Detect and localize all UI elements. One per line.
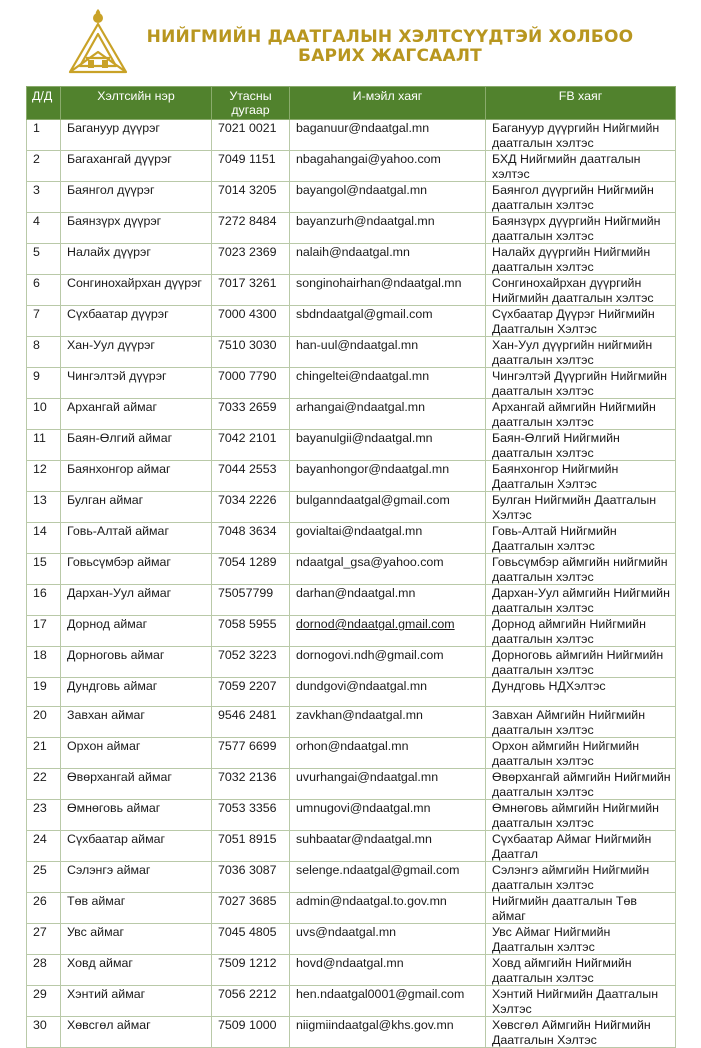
table-row	[27, 120, 676, 151]
page-header	[0, 0, 701, 86]
table-row	[27, 430, 676, 461]
table-row	[27, 738, 676, 769]
table-row	[27, 800, 676, 831]
phone-number: 7044 2553	[212, 461, 290, 492]
page-title	[140, 28, 640, 66]
department-name: Хан-Уул дүүрэг	[61, 337, 212, 368]
facebook-page: Булган Нийгмийн Даатгалын Хэлтэс	[486, 492, 676, 523]
facebook-page: Сүхбаатар Дүүрэг Нийгмийн Даатгалын Хэлтэс	[486, 306, 676, 337]
department-name: Хөвсгөл аймаг	[61, 1017, 212, 1048]
email-link[interactable]: umnugovi@ndaatgal.mn	[290, 800, 486, 831]
email-link[interactable]: bayanzurh@ndaatgal.mn	[290, 213, 486, 244]
department-name: Багахангай дүүрэг	[61, 151, 212, 182]
row-number: 27	[27, 924, 61, 955]
facebook-page: Хэнтий Нийгмийн Даатгалын Хэлтэс	[486, 986, 676, 1017]
phone-number: 7051 8915	[212, 831, 290, 862]
email-link[interactable]: arhangai@ndaatgal.mn	[290, 399, 486, 430]
emblem-icon	[64, 8, 132, 78]
email-link[interactable]: niigmiindaatgal@khs.gov.mn	[290, 1017, 486, 1048]
column-header-number: Д/Д	[27, 87, 61, 120]
department-name: Сүхбаатар дүүрэг	[61, 306, 212, 337]
department-name: Хэнтий аймаг	[61, 986, 212, 1017]
department-name: Говьсүмбэр аймаг	[61, 554, 212, 585]
table-row	[27, 554, 676, 585]
department-name: Дорноговь аймаг	[61, 647, 212, 678]
email-link[interactable]: nalaih@ndaatgal.mn	[290, 244, 486, 275]
column-header-department: Хэлтсийн нэр	[61, 87, 212, 120]
phone-number: 9546 2481	[212, 707, 290, 738]
email-link[interactable]: uvs@ndaatgal.mn	[290, 924, 486, 955]
department-name: Сэлэнгэ аймаг	[61, 862, 212, 893]
email-link[interactable]: admin@ndaatgal.to.gov.mn	[290, 893, 486, 924]
email-link[interactable]: ndaatgal_gsa@yahoo.com	[290, 554, 486, 585]
email-link[interactable]: govialtai@ndaatgal.mn	[290, 523, 486, 554]
phone-number: 7045 4805	[212, 924, 290, 955]
facebook-page: Баянхонгор Нийгмийн Даатгалын Хэлтэс	[486, 461, 676, 492]
table-row	[27, 182, 676, 213]
phone-number: 7023 2369	[212, 244, 290, 275]
row-number: 17	[27, 616, 61, 647]
row-number: 24	[27, 831, 61, 862]
department-name: Баянхонгор аймаг	[61, 461, 212, 492]
row-number: 10	[27, 399, 61, 430]
phone-number: 7509 1000	[212, 1017, 290, 1048]
facebook-page: Орхон аймгийн Нийгмийн даатгалын хэлтэс	[486, 738, 676, 769]
department-name: Говь-Алтай аймаг	[61, 523, 212, 554]
facebook-page: Увс Аймаг Нийгмийн Даатгалын хэлтэс	[486, 924, 676, 955]
row-number: 23	[27, 800, 61, 831]
facebook-page: Налайх дүүргийн Нийгмийн даатгалын хэлтэс	[486, 244, 676, 275]
email-link[interactable]: songinohairhan@ndaatgal.mn	[290, 275, 486, 306]
email-link[interactable]: bayangol@ndaatgal.mn	[290, 182, 486, 213]
table-row	[27, 986, 676, 1017]
phone-number: 7272 8484	[212, 213, 290, 244]
table-row	[27, 399, 676, 430]
table-row	[27, 769, 676, 800]
department-name: Дундговь аймаг	[61, 678, 212, 707]
email-link[interactable]: dornogovi.ndh@gmail.com	[290, 647, 486, 678]
facebook-page: БХД Нийгмийн даатгалын хэлтэс	[486, 151, 676, 182]
table-row	[27, 523, 676, 554]
table-row	[27, 306, 676, 337]
facebook-page: Завхан Аймгийн Нийгмийн даатгалын хэлтэс	[486, 707, 676, 738]
facebook-page: Багануур дүүргийн Нийгмийн даатгалын хэлтэс	[486, 120, 676, 151]
phone-number: 7000 4300	[212, 306, 290, 337]
column-header-email: И-мэйл хаяг	[290, 87, 486, 120]
row-number: 11	[27, 430, 61, 461]
department-name: Орхон аймаг	[61, 738, 212, 769]
row-number: 2	[27, 151, 61, 182]
title-line-1: НИЙГМИЙН ДААТГАЛЫН ХЭЛТСҮҮДТЭЙ ХОЛБОО	[146, 27, 634, 47]
department-name: Увс аймаг	[61, 924, 212, 955]
phone-number: 7056 2212	[212, 986, 290, 1017]
table-row	[27, 337, 676, 368]
facebook-page: Баянзүрх дүүргийн Нийгмийн даатгалын хэлтэс	[486, 213, 676, 244]
row-number: 20	[27, 707, 61, 738]
row-number: 13	[27, 492, 61, 523]
facebook-page: Ховд аймгийн Нийгмийн даатгалын хэлтэс	[486, 955, 676, 986]
email-link[interactable]: dundgovi@ndaatgal.mn	[290, 678, 486, 707]
phone-number: 7510 3030	[212, 337, 290, 368]
email-link[interactable]: hen.ndaatgal0001@gmail.com	[290, 986, 486, 1017]
facebook-page: Чингэлтэй Дүүргийн Нийгмийн даатгалын хэлтэс	[486, 368, 676, 399]
phone-number: 7033 2659	[212, 399, 290, 430]
phone-number: 7577 6699	[212, 738, 290, 769]
row-number: 25	[27, 862, 61, 893]
row-number: 21	[27, 738, 61, 769]
table-row	[27, 955, 676, 986]
phone-number: 7000 7790	[212, 368, 290, 399]
email-link[interactable]: selenge.ndaatgal@gmail.com	[290, 862, 486, 893]
department-name: Сүхбаатар аймаг	[61, 831, 212, 862]
table-row	[27, 275, 676, 306]
email-link[interactable]: darhan@ndaatgal.mn	[290, 585, 486, 616]
email-link[interactable]: hovd@ndaatgal.mn	[290, 955, 486, 986]
department-name: Баянгол дүүрэг	[61, 182, 212, 213]
phone-number: 7049 1151	[212, 151, 290, 182]
department-name: Багануур дүүрэг	[61, 120, 212, 151]
facebook-page: Нийгмийн даатгалын Төв аймаг	[486, 893, 676, 924]
email-link[interactable]: bayanhongor@ndaatgal.mn	[290, 461, 486, 492]
row-number: 8	[27, 337, 61, 368]
facebook-page: Хан-Уул дүүргийн нийгмийн даатгалын хэлтэс	[486, 337, 676, 368]
department-name: Булган аймаг	[61, 492, 212, 523]
phone-number: 7059 2207	[212, 678, 290, 707]
department-name: Баян-Өлгий аймаг	[61, 430, 212, 461]
table-row	[27, 151, 676, 182]
table-row	[27, 585, 676, 616]
department-name: Төв аймаг	[61, 893, 212, 924]
facebook-page: Өмнөговь аймгийн Нийгмийн даатгалын хэлтэс	[486, 800, 676, 831]
row-number: 14	[27, 523, 61, 554]
department-name: Ховд аймаг	[61, 955, 212, 986]
row-number: 9	[27, 368, 61, 399]
email-link[interactable]: suhbaatar@ndaatgal.mn	[290, 831, 486, 862]
facebook-page: Архангай аймгийн Нийгмийн даатгалын хэлтэс	[486, 399, 676, 430]
email-link[interactable]: orhon@ndaatgal.mn	[290, 738, 486, 769]
row-number: 4	[27, 213, 61, 244]
email-link[interactable]: baganuur@ndaatgal.mn	[290, 120, 486, 151]
column-header-facebook: FB хаяг	[486, 87, 676, 120]
table-row	[27, 492, 676, 523]
department-name: Өмнөговь аймаг	[61, 800, 212, 831]
table-row	[27, 213, 676, 244]
table-row	[27, 678, 676, 707]
facebook-page: Дорнод аймгийн Нийгмийн даатгалын хэлтэс	[486, 616, 676, 647]
facebook-page: Сонгинохайрхан дүүргийн Нийгмийн даатгалын хэлтэс	[486, 275, 676, 306]
facebook-page: Говьсүмбэр аймгийн нийгмийн даатгалын хэлтэс	[486, 554, 676, 585]
phone-number: 7032 2136	[212, 769, 290, 800]
phone-number: 75057799	[212, 585, 290, 616]
table-row	[27, 893, 676, 924]
table-row	[27, 924, 676, 955]
facebook-page: Сүхбаатар Аймаг Нийгмийн Даатгал	[486, 831, 676, 862]
row-number: 6	[27, 275, 61, 306]
email-link[interactable]: dornod@ndaatgal.gmail.com	[290, 616, 486, 647]
department-name: Баянзүрх дүүрэг	[61, 213, 212, 244]
phone-number: 7017 3261	[212, 275, 290, 306]
row-number: 12	[27, 461, 61, 492]
email-link[interactable]: chingeltei@ndaatgal.mn	[290, 368, 486, 399]
row-number: 29	[27, 986, 61, 1017]
email-link[interactable]: bayanulgii@ndaatgal.mn	[290, 430, 486, 461]
department-name: Дорнод аймаг	[61, 616, 212, 647]
table-row	[27, 647, 676, 678]
facebook-page: Дархан-Уул аймгийн Нийгмийн даатгалын хэлтэс	[486, 585, 676, 616]
facebook-page: Говь-Алтай Нийгмийн Даатгалын хэлтэс	[486, 523, 676, 554]
row-number: 15	[27, 554, 61, 585]
row-number: 26	[27, 893, 61, 924]
phone-number: 7048 3634	[212, 523, 290, 554]
table-row	[27, 707, 676, 738]
table-row	[27, 831, 676, 862]
row-number: 5	[27, 244, 61, 275]
department-name: Налайх дүүрэг	[61, 244, 212, 275]
table-header-row	[27, 87, 676, 120]
row-number: 1	[27, 120, 61, 151]
title-line-2: БАРИХ ЖАГСААЛТ	[298, 46, 482, 66]
phone-number: 7036 3087	[212, 862, 290, 893]
table-row	[27, 1017, 676, 1048]
facebook-page: Өвөрхангай аймгийн Нийгмийн даатгалын хэлтэс	[486, 769, 676, 800]
facebook-page: Баян-Өлгий Нийгмийн даатгалын хэлтэс	[486, 430, 676, 461]
department-name: Чингэлтэй дүүрэг	[61, 368, 212, 399]
row-number: 19	[27, 678, 61, 707]
row-number: 7	[27, 306, 61, 337]
table-row	[27, 616, 676, 647]
department-name: Өвөрхангай аймаг	[61, 769, 212, 800]
phone-number: 7042 2101	[212, 430, 290, 461]
phone-number: 7052 3223	[212, 647, 290, 678]
phone-number: 7027 3685	[212, 893, 290, 924]
phone-number: 7054 1289	[212, 554, 290, 585]
department-name: Завхан аймаг	[61, 707, 212, 738]
facebook-page: Сэлэнгэ аймгийн Нийгмийн даатгалын хэлтэс	[486, 862, 676, 893]
facebook-page: Дорноговь аймгийн Нийгмийн даатгалын хэлтэс	[486, 647, 676, 678]
row-number: 30	[27, 1017, 61, 1048]
row-number: 28	[27, 955, 61, 986]
email-link[interactable]: sbdndaatgal@gmail.com	[290, 306, 486, 337]
table-row	[27, 368, 676, 399]
email-link[interactable]: zavkhan@ndaatgal.mn	[290, 707, 486, 738]
facebook-page: Баянгол дүүргийн Нийгмийн даатгалын хэлтэс	[486, 182, 676, 213]
phone-number: 7021 0021	[212, 120, 290, 151]
phone-number: 7509 1212	[212, 955, 290, 986]
facebook-page: Хөвсгөл Аймгийн Нийгмийн Даатгалын Хэлтэс	[486, 1017, 676, 1048]
phone-number: 7058 5955	[212, 616, 290, 647]
email-link[interactable]: han-uul@ndaatgal.mn	[290, 337, 486, 368]
email-link[interactable]: nbagahangai@yahoo.com	[290, 151, 486, 182]
row-number: 16	[27, 585, 61, 616]
department-name: Архангай аймаг	[61, 399, 212, 430]
facebook-page: Дундговь НДХэлтэс	[486, 678, 676, 707]
phone-number: 7014 3205	[212, 182, 290, 213]
row-number: 3	[27, 182, 61, 213]
email-link[interactable]: uvurhangai@ndaatgal.mn	[290, 769, 486, 800]
phone-number: 7053 3356	[212, 800, 290, 831]
row-number: 18	[27, 647, 61, 678]
department-name: Дархан-Уул аймаг	[61, 585, 212, 616]
department-name: Сонгинохайрхан дүүрэг	[61, 275, 212, 306]
column-header-phone: Утасны дугаар	[212, 87, 290, 120]
table-row	[27, 244, 676, 275]
contacts-table	[26, 86, 676, 1048]
email-link[interactable]: bulganndaatgal@gmail.com	[290, 492, 486, 523]
table-row	[27, 461, 676, 492]
table-row	[27, 862, 676, 893]
row-number: 22	[27, 769, 61, 800]
phone-number: 7034 2226	[212, 492, 290, 523]
